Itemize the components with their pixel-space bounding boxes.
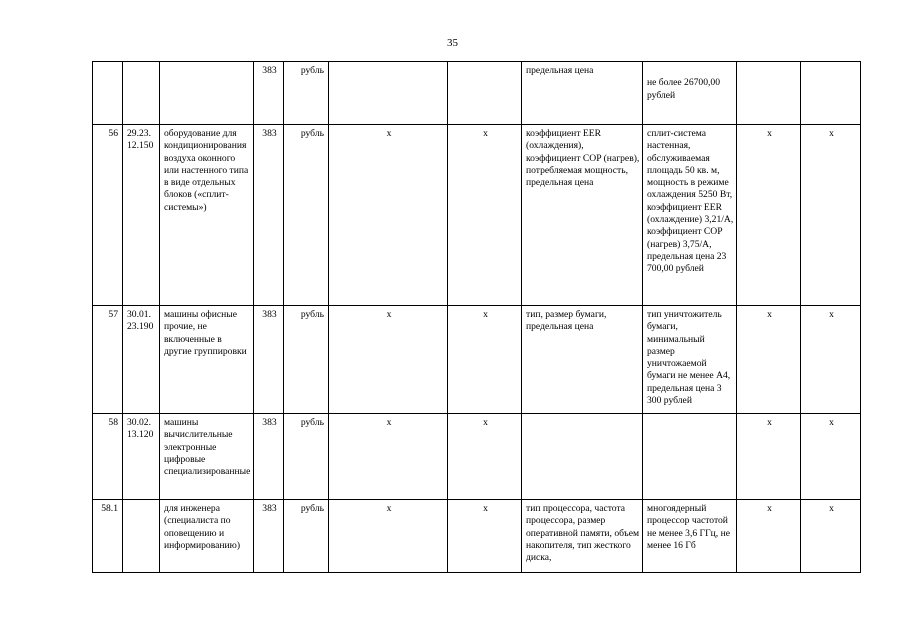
unit-name: рубль bbox=[284, 414, 329, 500]
row-number: 58 bbox=[93, 414, 123, 500]
row-number bbox=[93, 62, 123, 125]
unit-code: 383 bbox=[254, 306, 284, 414]
cell-x: x bbox=[737, 125, 801, 306]
page-number: 35 bbox=[447, 37, 458, 49]
characteristic: тип, размер бумаги, предельная цена bbox=[522, 306, 643, 414]
unit-name: рубль bbox=[284, 306, 329, 414]
characteristic-value: тип уничтожитель бумаги, минимальный размер уничтожаемой бумаги не менее А4, предельная цена 3 300 рублей bbox=[643, 306, 737, 414]
characteristic-value: не более 26700,00 рублей bbox=[643, 62, 737, 125]
cell-x: x bbox=[448, 414, 522, 500]
row-number: 56 bbox=[93, 125, 123, 306]
characteristic: коэффициент EER (охлаждения), коэффициент COP (нагрев), потребляемая мощность, предельная цена bbox=[522, 125, 643, 306]
okpd-code bbox=[123, 62, 160, 125]
cell-x: x bbox=[801, 500, 861, 573]
cell-x: x bbox=[448, 125, 522, 306]
cell-x: x bbox=[801, 306, 861, 414]
item-name: машины офисные прочие, не включенные в другие группировки bbox=[160, 306, 254, 414]
unit-code: 383 bbox=[254, 62, 284, 125]
row-number: 57 bbox=[93, 306, 123, 414]
characteristic bbox=[522, 414, 643, 500]
cell-x: x bbox=[329, 306, 448, 414]
characteristic-value: сплит-система настенная, обслуживаемая площадь 50 кв. м, мощность в режиме охлаждения 5250 Вт, коэффициент EER (охлаждение) 3,21/A, коэффициент COP (нагрев) 3,75/A, предельная цена 23 700,00 рублей bbox=[643, 125, 737, 306]
cell-x: x bbox=[737, 306, 801, 414]
characteristic-value: многоядерный процессор частотой не менее 3,6 ГГц, не менее 16 Гб bbox=[643, 500, 737, 573]
cell-x: x bbox=[801, 125, 861, 306]
cell-x: x bbox=[801, 414, 861, 500]
unit-name: рубль bbox=[284, 62, 329, 125]
item-name: оборудование для кондиционирования воздуха оконного или настенного типа в виде отдельных блоков («сплит-системы») bbox=[160, 125, 254, 306]
okpd-code: 30.01. 23.190 bbox=[123, 306, 160, 414]
cell-x: x bbox=[737, 500, 801, 573]
unit-name: рубль bbox=[284, 500, 329, 573]
requirements-table bbox=[92, 61, 861, 573]
unit-code: 383 bbox=[254, 125, 284, 306]
table-row bbox=[93, 125, 861, 306]
okpd-code: 29.23. 12.150 bbox=[123, 125, 160, 306]
table-row bbox=[93, 62, 861, 125]
cell-x bbox=[737, 62, 801, 125]
cell-x: x bbox=[448, 306, 522, 414]
cell-x: x bbox=[329, 125, 448, 306]
okpd-code: 30.02. 13.120 bbox=[123, 414, 160, 500]
item-name: для инженера (специалиста по оповещению и информированию) bbox=[160, 500, 254, 573]
table-row bbox=[93, 500, 861, 573]
table-row bbox=[93, 306, 861, 414]
unit-code: 383 bbox=[254, 414, 284, 500]
cell-x bbox=[448, 62, 522, 125]
cell-x: x bbox=[329, 414, 448, 500]
unit-name: рубль bbox=[284, 125, 329, 306]
table-row bbox=[93, 414, 861, 500]
characteristic-value bbox=[643, 414, 737, 500]
cell-x bbox=[329, 62, 448, 125]
characteristic: тип процессора, частота процессора, размер оперативной памяти, объем накопителя, тип жесткого диска, bbox=[522, 500, 643, 573]
characteristic: предельная цена bbox=[522, 62, 643, 125]
item-name: машины вычислительные электронные цифровые специализированные bbox=[160, 414, 254, 500]
item-name bbox=[160, 62, 254, 125]
okpd-code bbox=[123, 500, 160, 573]
row-number: 58.1 bbox=[93, 500, 123, 573]
cell-x: x bbox=[329, 500, 448, 573]
cell-x: x bbox=[737, 414, 801, 500]
cell-x: x bbox=[448, 500, 522, 573]
cell-x bbox=[801, 62, 861, 125]
unit-code: 383 bbox=[254, 500, 284, 573]
